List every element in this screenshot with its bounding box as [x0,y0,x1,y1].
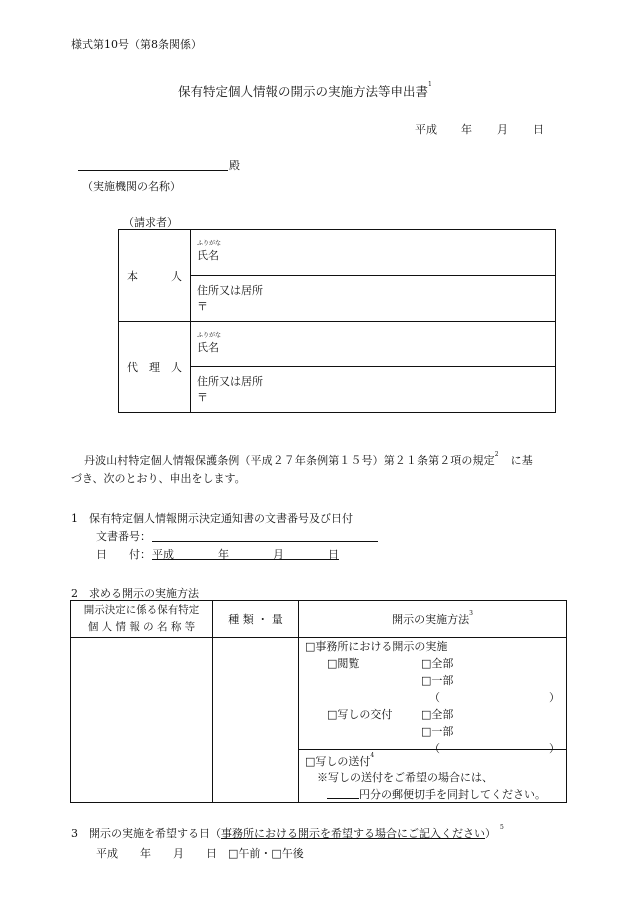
addressee-underline[interactable] [78,170,228,171]
preferred-date-line[interactable]: 平成 年 月 日 □午前・□午後 [96,847,304,860]
copy-part-paren-close: ） [549,742,560,755]
view-all-checkbox[interactable]: □全部 [421,657,454,670]
agent-address-cell[interactable] [191,367,556,413]
principal-role-cell [119,230,191,322]
doc-number-label: 文書番号： [96,530,151,543]
copy-all-checkbox[interactable]: □全部 [421,708,454,721]
col-info-name-header: 開示決定に係る保有特定 個 人 情 報 の 名 称 等 [71,601,213,638]
addressee-suffix: 殿 [229,159,240,172]
type-qty-cell[interactable] [213,638,299,803]
form-title: 保有特定個人情報の開示の実施方法等申出書$^1$ [178,81,432,99]
view-option-checkbox[interactable]: □閲覧 [327,657,360,670]
copy-part-checkbox[interactable]: □一部 [421,725,454,738]
office-option-checkbox[interactable]: □事務所における開示の実施 [305,640,448,653]
form-number: 様式第10号（第8条関係） [71,38,202,51]
addressee-caption: （実施機関の名称） [82,180,181,193]
requester-table [118,229,556,413]
requester-caption: （請求者） [123,216,178,229]
agent-role: 代 理 人 [127,361,182,374]
copy-part-paren-open: （ [429,742,440,755]
view-part-paren-close: ） [549,691,560,704]
principal-name-cell[interactable] [191,230,556,276]
view-part-checkbox[interactable]: □一部 [421,674,454,687]
agent-name-cell[interactable] [191,322,556,367]
principal-address-label: 住所又は居所 [197,284,263,297]
mail-note-line-2: 円分の郵便切手を同封してください。 [359,788,546,801]
section3-heading: 3 開示の実施を希望する日（事務所における開示を希望する場合にご記入ください） $^5$ [71,824,504,840]
info-name-cell[interactable] [71,638,213,803]
stamp-amount-field[interactable] [327,798,359,799]
office-disclosure-cell [299,638,567,755]
section3-footnote-mark: 5 [500,824,504,831]
agent-furigana: ふりがな [197,332,222,339]
disclosure-method-table [70,600,567,803]
date-year: 年 [461,123,472,136]
principal-furigana: ふりがな [197,240,222,247]
col-method-header: 開示の実施方法$^3$ [299,601,567,638]
notice-date-label: 日 付： [96,548,151,561]
intro-line-1: 丹波山村特定個人情報保護条例（平成２７年条例第１５号）第２１条第２項の規定$^2$ に基 [84,451,533,467]
principal-name-label: 氏名 [197,249,219,262]
notice-date-value[interactable]: 平成 年 月 日 [152,548,339,561]
date-month: 月 [497,123,508,136]
date-day: 日 [533,123,544,136]
mail-note-line-1: ※写しの送付をご希望の場合には、 [317,771,493,784]
col-type-qty-header: 種 類 ・ 量 [213,601,299,638]
view-part-paren-open: （ [429,691,440,704]
agent-name-label: 氏名 [197,341,219,354]
mail-copy-cell [299,750,567,803]
principal-role: 本 人 [127,269,182,283]
intro-line-2: づき、次のとおり、申出をします。 [71,472,246,485]
doc-number-field[interactable] [152,541,378,542]
intro-line-1-tail: に基 [510,454,533,467]
agent-address-label: 住所又は居所 [197,375,263,388]
method-footnote-mark: 3 [469,610,473,617]
title-footnote-mark: 1 [428,81,432,88]
date-era: 平成 [415,123,437,136]
agent-postal-mark: 〒 [197,391,208,404]
mail-footnote-mark: 4 [370,752,375,759]
section1-heading: 1 保有特定個人情報開示決定通知書の文書番号及び日付 [71,512,353,525]
intro-footnote-mark: 2 [494,451,499,458]
agent-role-cell [119,322,191,413]
principal-postal-mark: 〒 [197,300,208,313]
principal-address-cell[interactable] [191,276,556,322]
section2-heading: 2 求める開示の実施方法 [71,587,199,600]
mail-option-checkbox[interactable]: □写しの送付$^4$ [305,752,375,768]
copy-delivery-option-checkbox[interactable]: □写しの交付 [327,708,393,721]
